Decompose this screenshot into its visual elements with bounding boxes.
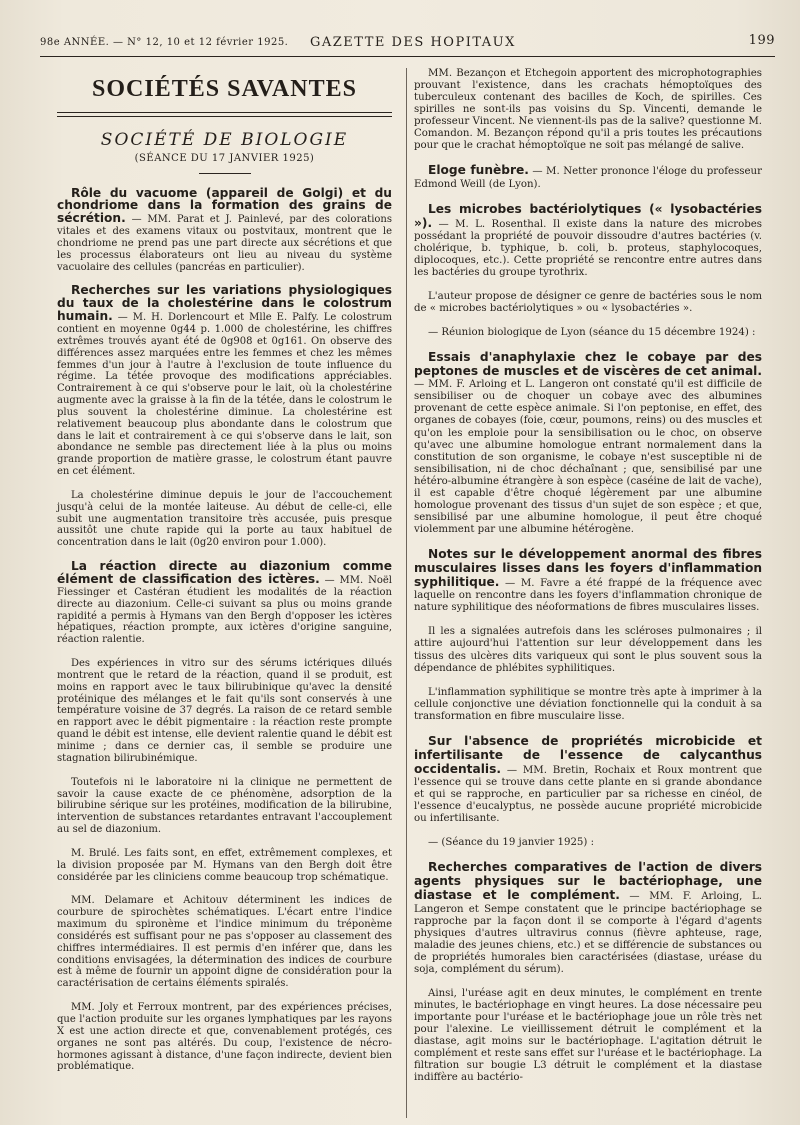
column-divider <box>406 68 407 1118</box>
article-heading: La réaction directe au diazonium comme élément de classification des ictères. <box>57 559 392 586</box>
article-heading: Rôle du vacuome (appareil de Golgi) et du chondriome dans la formation des grains de sécrétion. <box>57 185 392 226</box>
article-heading: Eloge funèbre. <box>428 163 529 178</box>
article-heading: Essais d'anaphylaxie chez le cobaye par des peptones de muscles et de viscères de cet animal. <box>414 350 762 379</box>
article-heading: Recherches sur les variations physiologiques du taux de la cholestérine dans le colostrum humain. <box>57 283 392 324</box>
article-paragraph <box>414 164 762 190</box>
article-paragraph <box>57 1002 392 1073</box>
page-number: 199 <box>748 33 775 48</box>
article-paragraph <box>414 291 762 315</box>
society-name: SOCIÉTÉ DE BIOLOGIE <box>100 129 349 150</box>
article-paragraph <box>414 203 762 279</box>
journal-title: GAZETTE DES HOPITAUX <box>310 35 516 50</box>
article-text: — (Séance du 19 janvier 1925) : <box>428 837 595 849</box>
right-column <box>414 68 762 1096</box>
left-articles <box>57 185 392 1074</box>
article-text: — M. L. Rosenthal. Il existe dans la nature des microbes possédant la propriété de pouvoir dissoudre d'autres bactéries (v. cholérique, b. typhique, b. coli, b. proteus, staphylocoques, diplocoques, etc.). Cette propriété se rencontre entre autres dans les bactéries du groupe tyrothrix. <box>414 218 762 278</box>
article-heading: Notes sur le développement anormal des fibres musculaires lisses dans les foyers d'inflammation syphilitique. <box>414 547 762 590</box>
header-rule <box>40 56 775 57</box>
article-text: Ainsi, l'uréase agit en deux minutes, le complément en trente minutes, le bactériophage en vingt heures. La dose nécessaire peu importante pour l'uréase et le bactériophage joue un rôle très net pour l'alexine. Le vieillissement détruit le complément et la diastase, agit moins sur le bactériophage. L'agitation détruit le complément et reste sans effet sur l'uréase et le bactériophage. La filtration sur bougie L3 détruit le complément et la diastase indiffère au bactério- <box>414 987 762 1084</box>
title-rule <box>57 112 392 113</box>
article-text: — MM. Noël Fiessinger et Castéran étudient les modalités de la réaction directe au diazonium. Celle-ci suivant sa plus ou moins grande rapidité a permis à Hymans van den Bergh d'opposer les ictères hépatiques, réaction prompte, aux ictères d'origine sanguine, réaction ralentie. <box>57 575 392 646</box>
article-paragraph <box>57 285 392 478</box>
article-text: — M. Favre a été frappé de la fréquence avec laquelle on rencontre dans les foyers d'inflammation chronique de nature syphilitique des néoformations de fibres musculaires lisses. <box>414 578 762 614</box>
article-paragraph <box>414 735 762 825</box>
title-rule <box>57 116 392 117</box>
short-rule <box>199 173 251 174</box>
article-paragraph <box>57 561 392 646</box>
article-paragraph <box>57 490 392 549</box>
article-paragraph <box>414 548 762 614</box>
article-text: — MM. F. Arloing et L. Langeron ont constaté qu'il est difficile de sensibiliser ou de choquer un cobaye avec des albumines provenant de cette espèce animale. Si l'on peptonise, en effet, des organes de cobayes (foie, cœur, poumons, reins) ou des muscles et qu'on les emploie pour la sensibilisation ou le choc, on observe qu'avec une albumine homologue entrant normalement dans la constitution de son organisme, le cobaye n'est susceptible ni de sensibilisation, ni de choc déchaînant ; que, sensibilisé par une hétéro-albumine étrangère à son espèce (caséine de lait de vache), il est capable d'être choqué légèrement par une albumine homologue provenant des tissus d'un sujet de son espèce ; et que, sensibilisé par une albumine homologue, il peut être choqué violemment par une albumine hétérogène. <box>414 379 762 535</box>
article-text: Il les a signalées autrefois dans les scléroses pulmonaires ; il attire aujourd'hui l'attention sur leur développement dans les tissus des ulcères dits variqueux qui sont le plus souvent sous la dépendance de phlébites syphilitiques. <box>414 626 762 674</box>
article-paragraph <box>414 687 762 723</box>
running-header <box>40 33 775 53</box>
article-heading: Les microbes bactériolytiques (« lysobactéries »). <box>414 201 762 230</box>
issue-line: 98e ANNÉE. — N° 12, 10 et 12 février 1925. <box>40 37 289 48</box>
article-paragraph <box>414 837 762 849</box>
article-text: — MM. F. Arloing, L. Langeron et Sempe constatent que le principe bactériophage se rapproche par la façon dont il se comporte à l'égard d'agents physiques d'autres ultravirus connus (fièvre aphteuse, rage, maladie des jeunes chiens, etc.) et se différencie de substances ou de propriétés humorales bien caractérisées (diastase, uréase du soja, complément du sérum). <box>414 891 762 975</box>
article-text: M. Brulé. Les faits sont, en effet, extrêmement complexes, et la division proposée par M. Hymans van den Bergh doit être considérée par les cliniciens comme beaucoup trop schématique. <box>57 847 392 883</box>
article-paragraph <box>414 988 762 1085</box>
article-paragraph <box>57 848 392 884</box>
article-text: L'auteur propose de désigner ce genre de bactéries sous le nom de « microbes bactériolytiques » ou « lysobactéries ». <box>414 290 762 314</box>
article-paragraph <box>57 185 392 274</box>
article-text: — Réunion biologique de Lyon (séance du 15 décembre 1924) : <box>428 327 756 339</box>
article-text: Des expériences in vitro sur des sérums ictériques dilués montrent que le retard de la réaction, quand il se produit, est moins en rapport avec le taux bilirubinique qu'avec la densité protéinique des mélanges et le fait qu'ils sont conservés à une température voisine de 37 degrés. La raison de ce retard semble en rapport avec le débit pigmentaire : la réaction reste prompte quand le débit est intense, elle devient ralentie quand le débit est minime ; dans ce dernier cas, il semble se produire une stagnation bilirubinémique. <box>57 658 392 764</box>
article-paragraph <box>57 777 392 836</box>
article-paragraph <box>57 658 392 765</box>
left-column <box>57 66 392 1085</box>
article-heading: Sur l'absence de propriétés microbicide et infertilisante de l'essence de calycanthus occidentalis. <box>414 733 762 776</box>
article-text: MM. Bezançon et Etchegoin apportent des microphotographies prouvant l'existence, dans les crachats hémoptoïques des tuberculeux contenant des bacilles de Koch, de spirilles. Ces spirilles ne sont-ils pas voisins du Sp. Vincenti, demande le professeur Vincent. Ne viennent-ils pas de la salive? questionne M. Comandon. M. Bezançon répond qu'il a pris toutes les précautions pour que le crachat hémoptoïque ne soit pas mélangé de salive. <box>414 68 762 152</box>
article-text: La cholestérine diminue depuis le jour de l'accouchement jusqu'à celui de la montée laiteuse. Au début de celle-ci, elle subit une augmentation transitoire très accusée, puis presque aussitôt une chute rapide qui la porte au taux habituel de concentration dans le lait (0g20 environ pour 1.000). <box>57 489 392 549</box>
article-text: Toutefois ni le laboratoire ni la clinique ne permettent de savoir la cause exacte de ce phénomène, adsorption de la bilirubine sérique sur les protéines, modification de la bilirubine, intervention de substances retardantes entravant l'accouplement au sel de diazonium. <box>57 776 392 836</box>
article-paragraph <box>414 626 762 674</box>
article-text: — MM. Bretin, Rochaix et Roux montrent que l'essence qui se trouve dans cette plante en si grande abondance et qui se rapproche, en particulier par sa richesse en cinéol, de l'essence d'eucalyptus, ne possède aucune propriété microbicide ou infertilisante. <box>414 764 762 825</box>
article-paragraph <box>57 895 392 990</box>
article-text: — MM. Parat et J. Painlevé, par des colorations vitales et des examens vitaux ou postvitaux, montrent que le chondriome ne prend pas une part directe aux sécrétions et que les processus élaborateurs ont lieu au niveau du système vacuolaire des cellules (pancréas en particulier). <box>57 214 392 273</box>
article-paragraph <box>414 327 762 339</box>
section-title: SOCIÉTÉS SAVANTES <box>92 76 357 102</box>
right-articles <box>414 68 762 1084</box>
article-text: MM. Joly et Ferroux montrent, par des expériences précises, que l'action produite sur les organes lymphatiques par les rayons X est une action directe et que, convenablement protégés, ces organes ne sont pas altérés. Du coup, l'existence de nécro-hormones agissant à distance, d'une façon indirecte, devient bien problématique. <box>57 1002 392 1073</box>
article-paragraph <box>414 68 762 152</box>
article-heading: Recherches comparatives de l'action de divers agents physiques sur le bactériophage, une diastase et le complément. <box>414 860 762 903</box>
article-text: L'inflammation syphilitique se montre très apte à imprimer à la cellule conjonctive une déviation fonctionnelle qui la conduit à sa transformation en fibre musculaire lisse. <box>414 686 762 722</box>
article-text: — M. H. Dorlencourt et Mlle E. Palfy. Le colostrum contient en moyenne 0g44 p. 1.000 de cholestérine, les chiffres extrêmes trouvés ayant été de 0g908 et 0g161. On observe des différences assez marquées entre les femmes et chez les mêmes femmes d'un jour à l'autre à l'exclusion de toute influence du régime. La tétée provoque des modifications appréciables. Contrairement à ce qui s'observe pour le lait, où la cholestérine augmente avec la graisse à la fin de la tétée, dans le colostrum le plus souvent la cholestérine diminue. La cholestérine est relativement beaucoup plus abondante dans le colostrum que dans le lait et contrairement à ce qui s'observe dans le lait, son abondance ne semble pas directement liée à la plus ou moins grande proportion de matière grasse, le colostrum étant pauvre en cet élément. <box>57 312 392 478</box>
article-text: MM. Delamare et Achitouv déterminent les indices de courbure de spirochètes schématiques. L'écart entre l'indice maximum du spironème et l'indice minimum du tréponème considérés est suffisant pour ne pas s'opposer au classement des chiffres intermédiaires. Il est permis d'en inférer que, dans les conditions envisagées, la détermination des indices de courbure est à même de fournir un appoint digne de considération pour la caractérisation de certains éléments spiralés. <box>57 895 392 990</box>
article-paragraph <box>414 861 762 976</box>
article-paragraph <box>414 351 762 536</box>
session-date: (SÉANCE DU 17 JANVIER 1925) <box>134 152 315 164</box>
article-text: — M. Netter prononce l'éloge du professeur Edmond Weill (de Lyon). <box>414 166 762 190</box>
